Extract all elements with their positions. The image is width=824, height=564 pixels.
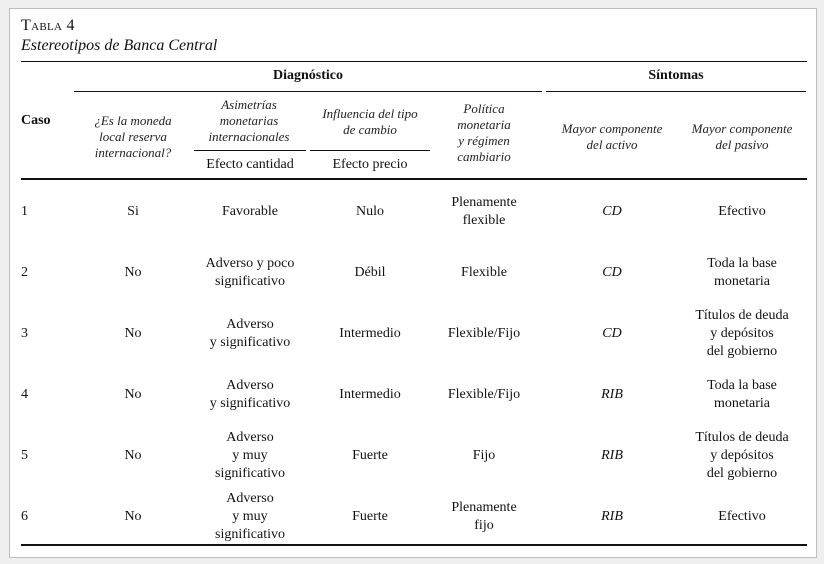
header-moneda-line2: local reserva	[99, 129, 167, 144]
header-activo-line1: Mayor componente	[561, 121, 663, 136]
cell-politica	[434, 486, 534, 547]
cell-precio: Débil	[354, 264, 386, 280]
row-caso: 2	[21, 264, 28, 280]
cell-line: fijo	[474, 517, 494, 533]
cell-line: Efectivo	[718, 203, 766, 219]
row-caso: 6	[21, 508, 28, 524]
cell-pasivo	[678, 364, 806, 425]
header-politica-line4: cambiario	[457, 149, 511, 164]
cell-pasivo	[678, 303, 806, 364]
cell-line: y muy	[232, 447, 268, 463]
cell-moneda: No	[124, 386, 142, 402]
document-page	[9, 8, 817, 558]
cell-moneda: Si	[127, 203, 139, 219]
cell-activo: RIB	[601, 508, 623, 524]
cell-line: y muy	[232, 508, 268, 524]
row-caso: 3	[21, 325, 28, 341]
cell-line: Flexible/Fijo	[447, 325, 521, 341]
header-influencia-line1: Influencia del tipo	[322, 106, 418, 121]
cell-pasivo	[678, 486, 806, 547]
top-rule	[21, 61, 807, 62]
cell-line: Flexible/Fijo	[447, 386, 521, 402]
cell-line: significativo	[215, 465, 285, 481]
cell-line: Toda la base	[707, 255, 777, 271]
cell-politica	[434, 425, 534, 486]
header-asimetrias	[194, 97, 304, 145]
header-pasivo	[678, 121, 806, 153]
cell-pasivo	[678, 425, 806, 486]
header-politica-line3: y régimen	[458, 133, 510, 148]
cell-precio: Fuerte	[352, 447, 388, 463]
header-efecto-precio: Efecto precio	[332, 157, 408, 172]
header-asimetrias-line2: monetarias	[219, 113, 279, 128]
cell-moneda: No	[124, 264, 142, 280]
header-asimetrias-line1: Asimetrías	[221, 97, 277, 112]
cell-moneda: No	[124, 447, 142, 463]
cell-line: flexible	[462, 212, 506, 228]
header-pasivo-line1: Mayor componente	[691, 121, 793, 136]
row-caso: 5	[21, 447, 28, 463]
group-header-diagnostico: Diagnóstico	[273, 68, 343, 83]
cell-line: significativo	[215, 273, 285, 289]
cell-cantidad	[194, 303, 306, 364]
header-activo-line2: del activo	[586, 137, 638, 152]
cell-activo: CD	[602, 264, 622, 280]
row-caso: 1	[21, 203, 28, 219]
header-caso: Caso	[21, 113, 51, 128]
cell-moneda: No	[124, 325, 142, 341]
cell-line: Plenamente	[451, 499, 517, 515]
cell-line: Favorable	[222, 203, 278, 219]
cell-line: Títulos de deuda	[695, 307, 789, 323]
cell-precio: Fuerte	[352, 508, 388, 524]
cell-line: del gobierno	[706, 343, 778, 359]
cell-politica	[434, 364, 534, 425]
header-politica-line2: monetaria	[457, 117, 511, 132]
cell-line: significativo	[215, 526, 285, 542]
cell-line: monetaria	[714, 273, 770, 289]
cell-line: Plenamente	[451, 194, 517, 210]
header-asimetrias-line3: internacionales	[208, 129, 290, 144]
cell-politica	[434, 242, 534, 303]
cell-cantidad	[194, 425, 306, 486]
cell-line: Títulos de deuda	[695, 429, 789, 445]
cell-line: Adverso y poco	[205, 255, 295, 271]
cell-line: Adverso	[226, 316, 274, 332]
cell-line: y significativo	[209, 334, 291, 350]
header-activo	[546, 121, 678, 153]
cell-cantidad	[194, 486, 306, 547]
cell-activo: CD	[602, 325, 622, 341]
table-label: Tabla 4	[21, 17, 75, 34]
header-pasivo-line2: del pasivo	[715, 137, 769, 152]
header-rule	[21, 178, 807, 180]
header-moneda	[74, 113, 192, 161]
cell-pasivo	[678, 181, 806, 242]
cell-cantidad	[194, 181, 306, 242]
cell-precio: Intermedio	[339, 386, 401, 402]
group-header-sintomas: Síntomas	[648, 68, 704, 83]
sintomas-underline	[546, 91, 806, 92]
cell-line: Adverso	[226, 377, 274, 393]
header-efecto-cantidad: Efecto cantidad	[206, 157, 294, 172]
table-title: Estereotipos de Banca Central	[21, 37, 218, 54]
header-politica-line1: Política	[463, 101, 505, 116]
cell-activo: CD	[602, 203, 622, 219]
header-influencia-line2: de cambio	[343, 122, 397, 137]
cell-line: Efectivo	[718, 508, 766, 524]
header-moneda-line1: ¿Es la moneda	[94, 113, 172, 128]
cell-precio: Intermedio	[339, 325, 401, 341]
cell-moneda: No	[124, 508, 142, 524]
cell-line: y depósitos	[710, 447, 774, 463]
cell-cantidad	[194, 364, 306, 425]
bottom-rule	[21, 544, 807, 546]
cell-line: Adverso	[226, 490, 274, 506]
asimetrias-sub-rule	[194, 150, 306, 151]
header-politica	[434, 101, 534, 165]
cell-line: monetaria	[714, 395, 770, 411]
cell-line: Adverso	[226, 429, 274, 445]
header-influencia	[310, 106, 430, 138]
cell-pasivo	[678, 242, 806, 303]
cell-politica	[434, 181, 534, 242]
cell-line: del gobierno	[706, 465, 778, 481]
cell-politica	[434, 303, 534, 364]
row-caso: 4	[21, 386, 28, 402]
header-moneda-line3: internacional?	[94, 145, 172, 160]
cell-activo: RIB	[601, 447, 623, 463]
cell-line: Fijo	[472, 447, 496, 463]
cell-line: Toda la base	[707, 377, 777, 393]
cell-line: y depósitos	[710, 325, 774, 341]
influencia-sub-rule	[310, 150, 430, 151]
diagnostico-underline	[74, 91, 542, 92]
cell-activo: RIB	[601, 386, 623, 402]
cell-line: y significativo	[209, 395, 291, 411]
cell-precio: Nulo	[356, 203, 384, 219]
cell-cantidad	[194, 242, 306, 303]
cell-line: Flexible	[461, 264, 507, 280]
